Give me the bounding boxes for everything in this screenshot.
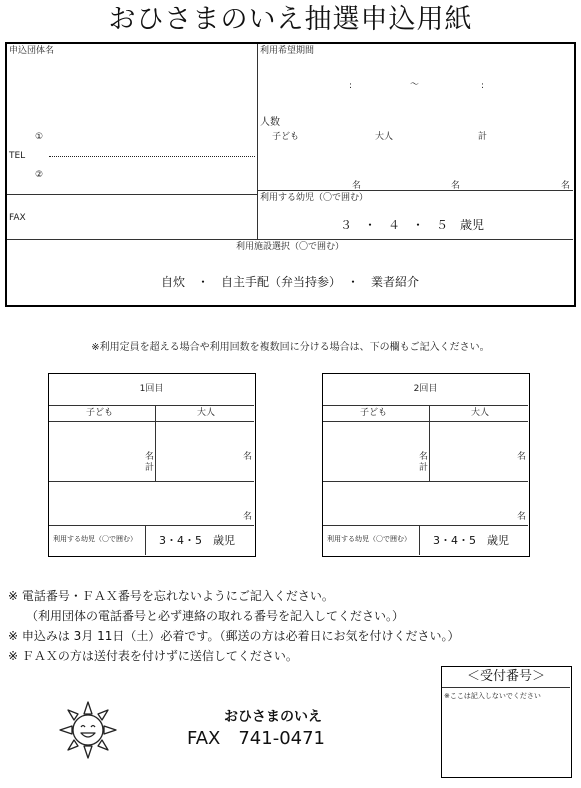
fax-field[interactable] xyxy=(47,199,253,235)
adults-unit: 名 xyxy=(451,181,461,191)
column-divider xyxy=(257,44,258,239)
session-adults-label: 大人 xyxy=(471,408,490,418)
session-total-field[interactable] xyxy=(51,483,251,523)
application-form xyxy=(5,42,576,307)
row-divider xyxy=(49,525,254,526)
tel1-field[interactable] xyxy=(47,130,253,152)
session-count-field[interactable] xyxy=(51,423,251,479)
session-children-unit: 名 xyxy=(145,452,155,462)
row-divider xyxy=(323,405,528,406)
footer-org-name: おひさまのいえ xyxy=(224,709,322,725)
tel-fax-divider xyxy=(7,194,257,195)
period-label: 利用希望期間 xyxy=(260,46,315,56)
session-count-field[interactable] xyxy=(325,423,525,479)
count-infant-divider xyxy=(257,190,573,191)
infant-label: 利用する幼児（〇で囲む） xyxy=(260,193,369,203)
reception-title: ＜受付番号＞ xyxy=(466,669,545,684)
session-total-unit: 名 xyxy=(517,512,527,522)
session-infant-options[interactable]: 3・4・5 歳児 xyxy=(159,534,235,547)
note-1: ※ 電話番号・ＦＡＸ番号を忘れないようにご記入ください。 xyxy=(8,589,334,603)
page-title: おひさまのいえ抽選申込用紙 xyxy=(108,4,473,35)
row-divider xyxy=(323,525,528,526)
session-adults-unit: 名 xyxy=(243,452,253,462)
reception-divider xyxy=(442,687,570,688)
session-total-label: 計 xyxy=(419,463,429,473)
tel-num1: ① xyxy=(35,132,44,142)
row-divider xyxy=(323,421,528,422)
children-unit: 名 xyxy=(352,181,362,191)
infant-options[interactable]: ３ ・ ４ ・ ５ 歳児 xyxy=(340,218,485,232)
period-field[interactable] xyxy=(267,66,567,106)
tel-label: TEL xyxy=(9,151,26,161)
footer-fax: FAX 741-0471 xyxy=(187,728,326,749)
total-unit: 名 xyxy=(561,181,571,191)
count-field[interactable] xyxy=(267,144,567,184)
row-divider xyxy=(323,481,528,482)
note-2: （利用団体の電話番号と必ず連絡の取れる番号を記入してください。） xyxy=(26,609,405,623)
adults-label: 大人 xyxy=(375,132,394,142)
session-children-label: 子ども xyxy=(360,408,388,418)
sun-mascot-icon xyxy=(58,700,118,760)
note-4: ※ ＦＡＸの方は送付表を付けずに送信してください。 xyxy=(8,649,298,663)
row-divider xyxy=(49,481,254,482)
org-name-field[interactable] xyxy=(9,58,253,128)
count-label: 人数 xyxy=(260,117,280,128)
children-label: 子ども xyxy=(272,132,300,142)
org-name-label: 申込団体名 xyxy=(9,46,55,56)
session-infant-label: 利用する幼児（〇で囲む） xyxy=(53,535,137,543)
session-2-box xyxy=(322,373,530,557)
reception-box xyxy=(441,666,572,778)
facility-label: 利用施設選択（〇で囲む） xyxy=(235,242,344,252)
fax-label: FAX xyxy=(9,213,26,223)
session-children-unit: 名 xyxy=(419,452,429,462)
session-adults-label: 大人 xyxy=(197,408,216,418)
session-children-label: 子ども xyxy=(86,408,114,418)
facility-divider xyxy=(7,239,573,240)
period-colon1: : xyxy=(349,81,353,91)
tel-num2: ② xyxy=(35,170,44,180)
period-tilde: 〜 xyxy=(410,80,420,90)
tel2-field[interactable] xyxy=(47,162,253,188)
period-colon2: : xyxy=(481,81,485,91)
reception-note: ※ここは記入しないでください xyxy=(444,692,541,700)
session-total-field[interactable] xyxy=(325,483,525,523)
tel-divider-dots xyxy=(49,156,255,157)
session-1-box xyxy=(48,373,256,557)
split-note: ※利用定員を超える場合や利用回数を複数回に分ける場合は、下の欄もご記入ください。 xyxy=(91,342,490,353)
row-divider xyxy=(49,421,254,422)
col-divider xyxy=(145,525,146,555)
facility-options[interactable]: 自炊 ・ 自主手配（弁当持参） ・ 業者紹介 xyxy=(160,275,419,289)
session-title: 1回目 xyxy=(139,384,164,394)
row-divider xyxy=(49,405,254,406)
col-divider xyxy=(419,525,420,555)
session-adults-unit: 名 xyxy=(517,452,527,462)
session-infant-label: 利用する幼児（〇で囲む） xyxy=(327,535,411,543)
note-3: ※ 申込みは 3月 11日（土）必着です。（郵送の方は必着日にお気を付けください。） xyxy=(8,629,460,643)
session-title: 2回目 xyxy=(413,384,438,394)
session-total-unit: 名 xyxy=(243,512,253,522)
total-label: 計 xyxy=(478,132,488,142)
session-infant-options[interactable]: 3・4・5 歳児 xyxy=(433,534,509,547)
session-total-label: 計 xyxy=(145,463,155,473)
